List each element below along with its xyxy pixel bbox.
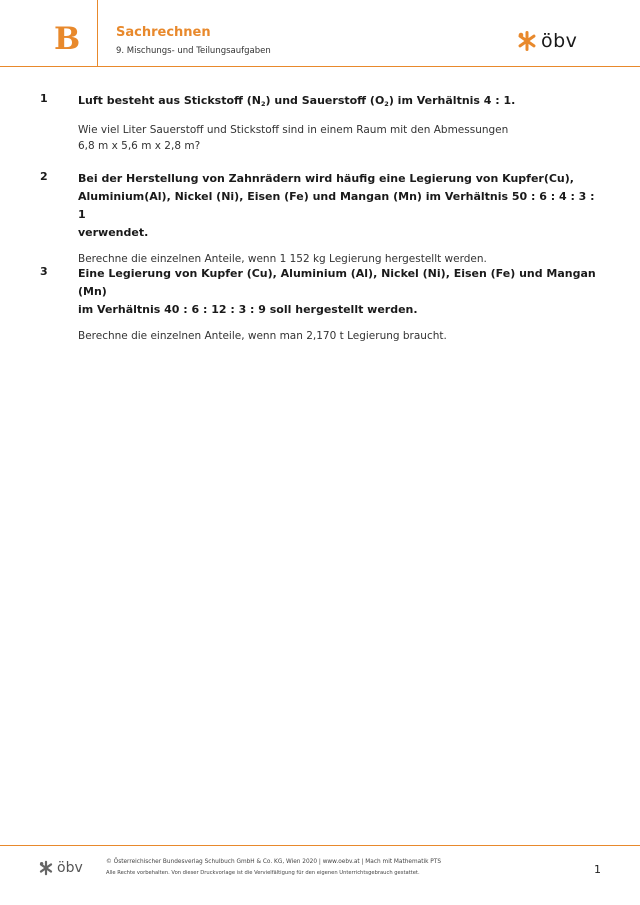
task-2 [40, 170, 600, 267]
question-line: Eine Legierung von Kupfer (Cu), Aluminium (Al), Nickel (Ni), Eisen (Fe) und Mangan (Mn) [78, 267, 596, 298]
subscript: 2 [384, 100, 389, 108]
logo-text: öbv [541, 30, 578, 52]
chapter-letter: B [54, 21, 81, 57]
footer-logo [38, 860, 83, 876]
text-line: Wie viel Liter Sauerstoff und Stickstoff sind in einem Raum mit den Abmessungen [78, 124, 509, 136]
task-question [78, 265, 600, 319]
header-divider [97, 0, 98, 66]
task-text: Berechne die einzelnen Anteile, wenn 1 152 kg Legierung hergestellt werden. [78, 253, 487, 265]
footer-rule [0, 845, 640, 846]
subscript: 2 [261, 100, 266, 108]
page-number: 1 [594, 863, 601, 876]
task-number: 3 [40, 265, 48, 278]
question-part: Luft besteht aus Stickstoff (N [78, 94, 261, 107]
task-question [78, 170, 600, 242]
task-number: 1 [40, 92, 48, 105]
task-3 [40, 265, 600, 344]
oebv-star-icon [38, 860, 54, 876]
oebv-star-icon [516, 30, 538, 52]
task-question [78, 92, 600, 113]
question-part: ) und Sauerstoff (O [265, 94, 385, 107]
page-title: Sachrechnen [116, 25, 211, 40]
question-line: Aluminium(Al), Nickel (Ni), Eisen (Fe) und Mangan (Mn) im Verhältnis 50 : 6 : 4 : 3 : 1 [78, 190, 595, 221]
publisher-logo [516, 30, 577, 52]
header-rule [0, 66, 640, 67]
task-1 [40, 92, 600, 154]
question-line: im Verhältnis 40 : 6 : 12 : 3 : 9 soll hergestellt werden. [78, 303, 418, 316]
task-number: 2 [40, 170, 48, 183]
footer-logo-text: öbv [57, 860, 83, 876]
question-part: ) im Verhältnis 4 : 1. [388, 94, 516, 107]
task-text: Berechne die einzelnen Anteile, wenn man 2,170 t Legierung braucht. [78, 330, 447, 342]
text-line: 6,8 m x 5,6 m x 2,8 m? [78, 140, 201, 152]
copyright-text: © Österreichischer Bundesverlag Schulbuch GmbH & Co. KG, Wien 2020 | www.oebv.at | Mach mit Mathematik PTS [106, 859, 441, 865]
question-line: verwendet. [78, 226, 149, 239]
page-subtitle: 9. Mischungs- und Teilungsaufgaben [116, 46, 271, 56]
rights-text: Alle Rechte vorbehalten. Von dieser Druckvorlage ist die Vervielfältigung für den eigenen Unterrichtsgebrauch gestattet. [106, 870, 420, 876]
question-line: Bei der Herstellung von Zahnrädern wird häufig eine Legierung von Kupfer(Cu), [78, 172, 574, 185]
task-text [78, 122, 600, 154]
